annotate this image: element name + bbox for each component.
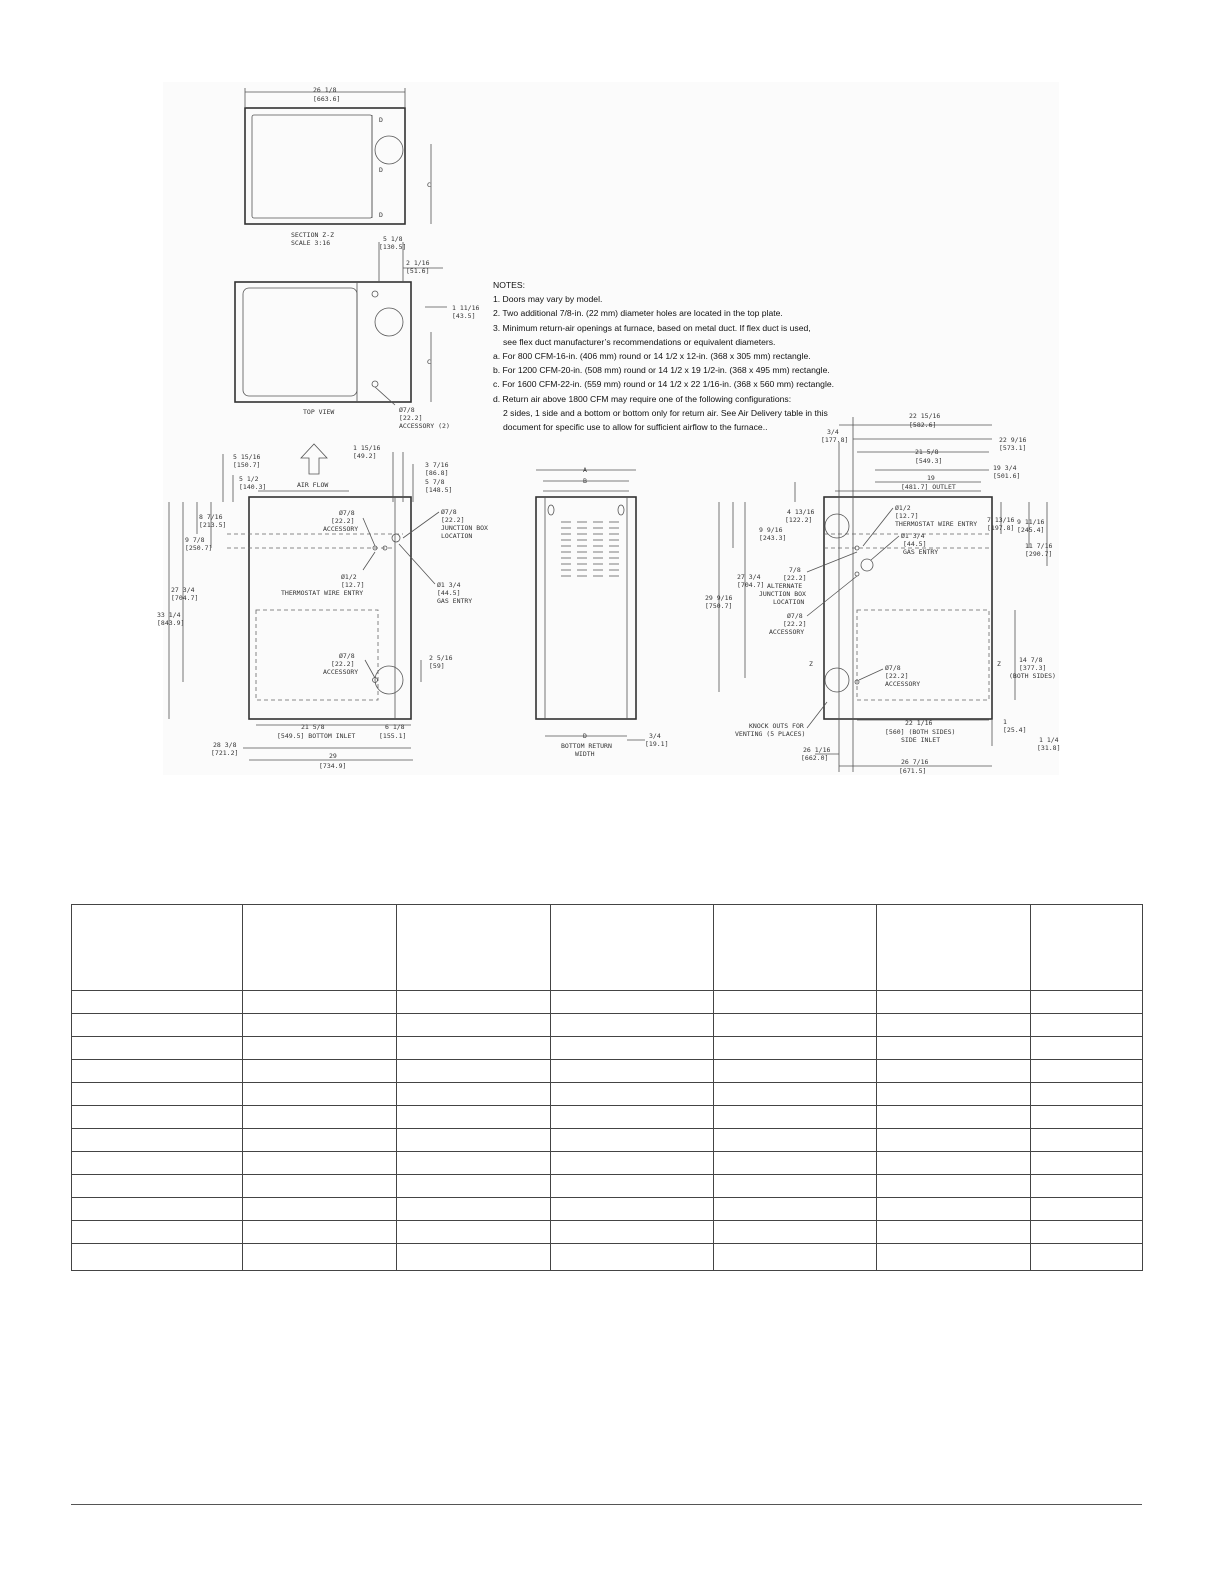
top-dim-5-1-8: 5 1/8 (383, 235, 403, 243)
table-row (72, 1014, 1143, 1037)
table-row (72, 1221, 1143, 1244)
note-1: 1. Doors may vary by model. (493, 294, 603, 305)
front-tstat: Ø1/2 (341, 573, 357, 581)
front-dim-27-3-4: 27 3/4 (171, 586, 195, 594)
note-3a: a. For 800 CFM-16-in. (406 mm) round or 14 1/2 x 12-in. (368 x 305 mm) rectangle. (493, 351, 811, 362)
side-dim-29-9-16: 29 9/16 (705, 594, 733, 602)
side-dim-3-4: 3/4 (827, 428, 839, 436)
front-dim-29-mm: [734.9] (319, 762, 347, 770)
table-row (72, 1198, 1143, 1221)
front-dim-27-3-4-mm: [704.7] (171, 594, 199, 602)
side-dim-26-7-16-mm: [671.5] (899, 767, 927, 775)
table-row (72, 1106, 1143, 1129)
side-dim-26-7-16: 26 7/16 (901, 758, 929, 766)
table-row (72, 991, 1143, 1014)
rear-louvers (561, 522, 619, 576)
svg-text:D: D (379, 116, 383, 124)
side-side-inlet: SIDE INLET (901, 736, 941, 744)
side-alt-l2: JUNCTION BOX (759, 590, 806, 598)
table-row (72, 1083, 1143, 1106)
table-row (72, 1060, 1143, 1083)
side-alt: 7/8 (789, 566, 801, 574)
side-tstat-mm: [12.7] (895, 512, 919, 520)
rear-a-label: A (583, 466, 587, 474)
side-dim-7-13-16-mm: [197.8] (987, 524, 1015, 532)
side-dim-1-1-4-mm: [31.8] (1037, 744, 1061, 752)
side-dim-19-3-4-mm: [501.6] (993, 472, 1021, 480)
front-dim-9-7-8: 9 7/8 (185, 536, 205, 544)
side-z-right: Z (997, 660, 1001, 668)
section-c-label: C (427, 181, 431, 189)
front-dim-9-7-8-mm: [250.7] (185, 544, 213, 552)
top-view (235, 235, 479, 430)
side-dim-21-5-8: 21 5/8 (915, 448, 939, 456)
svg-text:D: D (379, 211, 383, 219)
side-dim-19-mm: [481.7] OUTLET (901, 483, 956, 491)
top-dim-1-11-16: 1 11/16 (452, 304, 480, 312)
rear-dim-3-4-mm: [19.1] (645, 740, 669, 748)
top-dim-1-11-16-mm: [43.5] (452, 312, 476, 320)
side-acc2: Ø7/8 (885, 664, 901, 672)
side-view (705, 412, 1060, 775)
front-dim-5-7-8-mm: [148.5] (425, 486, 453, 494)
side-gas-mm: [44.5] (903, 540, 927, 548)
front-jbox-mm: [22.2] (441, 516, 465, 524)
front-gas-mm: [44.5] (437, 589, 461, 597)
top-dim-2-1-16: 2 1/16 (406, 259, 430, 267)
side-dim-9-11-16: 9 11/16 (1017, 518, 1045, 526)
side-dim-19: 19 (927, 474, 935, 482)
section-view (245, 86, 431, 247)
front-dim-33-1-4-mm: [843.9] (157, 619, 185, 627)
notes-block (493, 278, 853, 434)
side-gas: Ø1 3/4 (901, 532, 925, 540)
side-dim-14-7-8: 14 7/8 (1019, 656, 1043, 664)
dimensions-table (71, 904, 1143, 1271)
side-dim-1-mm: [25.4] (1003, 726, 1027, 734)
front-dim-8-7-16-mm: [213.5] (199, 521, 227, 529)
rear-width: WIDTH (575, 750, 595, 758)
side-dim-22-9-16-mm: [573.1] (999, 444, 1027, 452)
side-dim-27-3-4-mm: [704.7] (737, 581, 765, 589)
front-dim-29: 29 (329, 752, 337, 760)
front-dim-8-7-16: 8 7/16 (199, 513, 223, 521)
side-dim-11-7-16: 11 7/16 (1025, 542, 1053, 550)
front-dim-28-3-8: 28 3/8 (213, 741, 237, 749)
table-row (72, 1152, 1143, 1175)
rear-bottom-return: BOTTOM RETURN (561, 742, 612, 750)
side-both-sides: (BOTH SIDES) (1009, 672, 1056, 680)
front-acc2-mm: [22.2] (331, 660, 355, 668)
top-view-title: TOP VIEW (303, 408, 335, 416)
side-knock2: VENTING (5 PLACES) (735, 730, 806, 738)
side-dim-22-1-16: 22 1/16 (905, 719, 933, 727)
front-dim-5-7-8: 5 7/8 (425, 478, 445, 486)
note-2: 2. Two additional 7/8-in. (22 mm) diameter holes are located in the top plate. (493, 308, 783, 319)
front-dim-3-7-16: 3 7/16 (425, 461, 449, 469)
front-acc2: Ø7/8 (339, 652, 355, 660)
table-header-row (72, 905, 1143, 991)
note-3-cont: see flex duct manufacturer’s recommendations or equivalent diameters. (503, 336, 776, 347)
side-dim-1: 1 (1003, 718, 1007, 726)
side-dim-1-1-4: 1 1/4 (1039, 736, 1059, 744)
side-dim-4-13-16-mm: [122.2] (785, 516, 813, 524)
rear-b-label: B (583, 477, 587, 485)
note-3c: c. For 1600 CFM-22-in. (559 mm) round or 14 1/2 x 22 1/16-in. (368 x 560 mm) rectangle. (493, 379, 835, 390)
front-dim-1-15-16-mm: [49.2] (353, 452, 377, 460)
top-hole: Ø7/8 (399, 406, 415, 414)
side-tstat-label: THERMOSTAT WIRE ENTRY (895, 520, 978, 528)
side-z-left: Z (809, 660, 813, 668)
notes-title: NOTES: (493, 280, 525, 290)
side-dim-14-7-8-mm: [377.3] (1019, 664, 1047, 672)
side-acc2-mm: [22.2] (885, 672, 909, 680)
note-3d: d. Return air above 1800 CFM may require one of the following configurations: (493, 393, 792, 404)
top-dim-5-1-8-mm: [130.5] (379, 243, 407, 251)
table-row (72, 1037, 1143, 1060)
side-dim-11-7-16-mm: [290.7] (1025, 550, 1053, 558)
front-dim-5-1-2: 5 1/2 (239, 475, 259, 483)
top-dim-2-1-16-mm: [51.6] (406, 267, 430, 275)
front-gas-label: GAS ENTRY (437, 597, 473, 605)
table-row (72, 1129, 1143, 1152)
table-row (72, 1244, 1143, 1271)
front-view (157, 444, 488, 770)
front-dim-6-1-8-mm: [155.1] (379, 732, 407, 740)
front-acc1-label: ACCESSORY (323, 525, 359, 533)
footer-rule (71, 1504, 1142, 1505)
side-dim-26-1-16: 26 1/16 (803, 746, 831, 754)
front-acc2-label: ACCESSORY (323, 668, 359, 676)
front-acc1-mm: [22.2] (331, 517, 355, 525)
side-dim-9-9-16: 9 9/16 (759, 526, 783, 534)
side-dim-4-13-16: 4 13/16 (787, 508, 815, 516)
side-alt-l1: ALTERNATE (767, 582, 803, 590)
side-tstat: Ø1/2 (895, 504, 911, 512)
front-jbox-label2: LOCATION (441, 532, 473, 540)
side-dim-22-15-16: 22 15/16 (909, 412, 941, 420)
note-3: 3. Minimum return-air openings at furnace, based on metal duct. If flex duct is used, (493, 322, 811, 333)
side-dim-26-1-16-mm: [662.0] (801, 754, 829, 762)
front-gas: Ø1 3/4 (437, 581, 461, 589)
rear-dim-3-4: 3/4 (649, 732, 661, 740)
side-dim-22-9-16: 22 9/16 (999, 436, 1027, 444)
front-acc1: Ø7/8 (339, 509, 355, 517)
side-gas-label: GAS ENTRY (903, 548, 939, 556)
side-dim-3-4-mm: [177.8] (821, 436, 849, 444)
side-dim-27-3-4: 27 3/4 (737, 573, 761, 581)
side-dim-29-9-16-mm: [750.7] (705, 602, 733, 610)
front-dim-2-5-16: 2 5/16 (429, 654, 453, 662)
front-dim-21-5-8: 21 5/8 (301, 723, 325, 731)
front-dim-5-15-16-mm: [150.7] (233, 461, 261, 469)
front-dim-3-7-16-mm: [86.8] (425, 469, 449, 477)
side-acc2-label: ACCESSORY (885, 680, 921, 688)
note-3d-cont-1: 2 sides, 1 side and a bottom or bottom only for return air. See Air Delivery table in this (503, 407, 828, 418)
top-hole-mm: [22.2] (399, 414, 423, 422)
air-flow-arrow (297, 444, 328, 489)
side-dim-21-5-8-mm: [549.3] (915, 457, 943, 465)
front-jbox-label1: JUNCTION BOX (441, 524, 488, 532)
front-dim-6-1-8: 6 1/8 (385, 723, 405, 731)
section-width-mm: [663.6] (313, 95, 341, 103)
side-dim-22-1-16-mm: [560] (BOTH SIDES) (885, 728, 956, 736)
side-dim-22-15-16-mm: [582.6] (909, 421, 937, 429)
section-title: SECTION Z-Z (291, 231, 335, 239)
front-dim-5-15-16: 5 15/16 (233, 453, 261, 461)
front-dim-21-5-8-mm: [549.5] BOTTOM INLET (277, 732, 356, 740)
side-dim-19-3-4: 19 3/4 (993, 464, 1017, 472)
side-knock1: KNOCK OUTS FOR (749, 722, 804, 730)
section-width-dim: 26 1/8 (313, 86, 337, 94)
front-dim-28-3-8-mm: [721.2] (211, 749, 239, 757)
side-dim-9-11-16-mm: [245.4] (1017, 526, 1045, 534)
section-scale: SCALE 3:16 (291, 239, 331, 247)
side-acc1-label: ACCESSORY (769, 628, 805, 636)
side-alt-mm: [22.2] (783, 574, 807, 582)
svg-text:D: D (379, 166, 383, 174)
side-alt-l3: LOCATION (773, 598, 805, 606)
side-acc1-mm: [22.2] (783, 620, 807, 628)
note-3d-cont-2: document for specific use to allow for sufficient airflow to the furnace.. (503, 422, 768, 433)
front-dim-2-5-16-mm: [59] (429, 662, 445, 670)
side-dim-9-9-16-mm: [243.3] (759, 534, 787, 542)
front-tstat-label: THERMOSTAT WIRE ENTRY (281, 589, 364, 597)
top-c-label: C (427, 358, 431, 366)
front-jbox: Ø7/8 (441, 508, 457, 516)
air-flow-label: AIR FLOW (297, 481, 329, 489)
rear-view (536, 466, 668, 758)
front-dim-33-1-4: 33 1/4 (157, 611, 181, 619)
table-row (72, 1175, 1143, 1198)
side-dim-7-13-16: 7 13/16 (987, 516, 1015, 524)
rear-d-label: D (583, 732, 587, 740)
top-hole-note: ACCESSORY (2) (399, 422, 450, 430)
front-dim-1-15-16: 1 15/16 (353, 444, 381, 452)
front-tstat-mm: [12.7] (341, 581, 365, 589)
front-dim-5-1-2-mm: [140.3] (239, 483, 267, 491)
side-acc1: Ø7/8 (787, 612, 803, 620)
note-3b: b. For 1200 CFM-20-in. (508 mm) round or 14 1/2 x 19 1/2-in. (368 x 495 mm) rectangle. (493, 365, 830, 376)
